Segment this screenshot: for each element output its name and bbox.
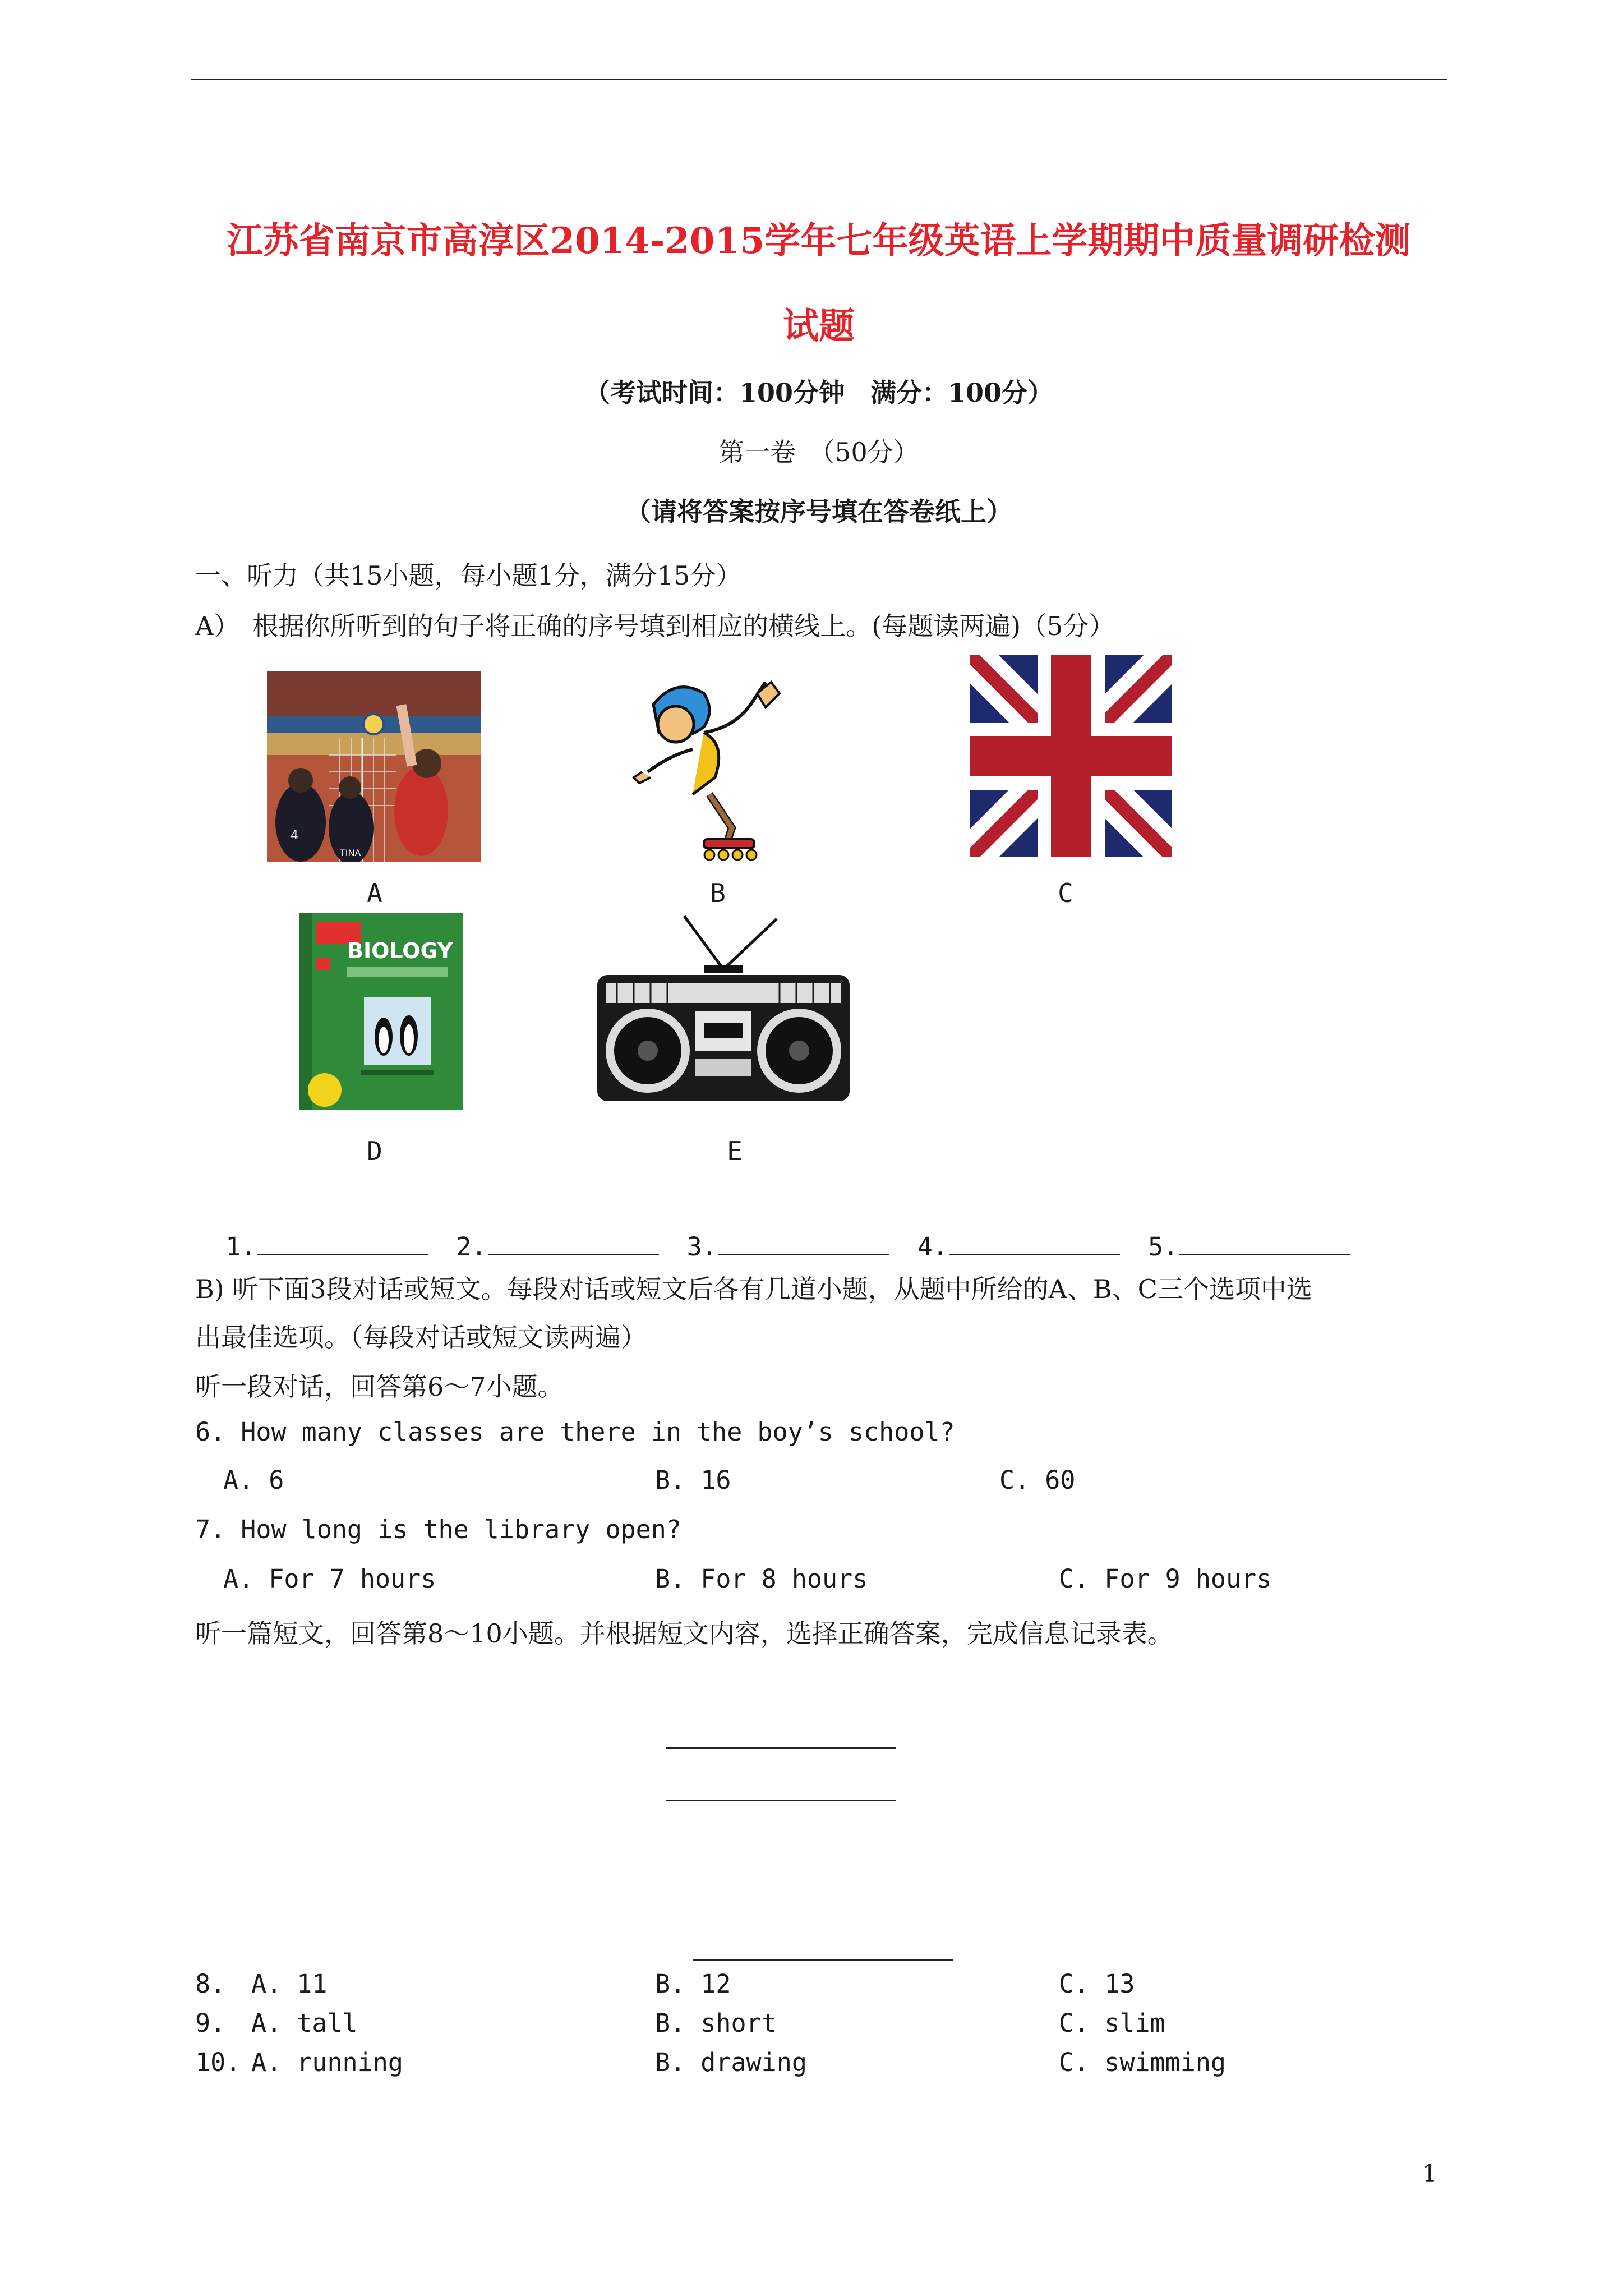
blank-label-2: 2. xyxy=(456,1232,487,1262)
picture-label-c: C xyxy=(1058,878,1073,908)
q6-option-a[interactable]: A. 6 xyxy=(223,1465,284,1495)
part-a-instruction: A） 根据你所听到的句子将正确的序号填到相应的横线上。(每题读两遍)（5分） xyxy=(195,611,1115,641)
picture-label-e: E xyxy=(727,1136,743,1166)
page-title-line2: 试题 xyxy=(783,305,855,347)
q7-option-a[interactable]: A. For 7 hours xyxy=(223,1564,436,1594)
picture-label-a: A xyxy=(367,878,382,908)
blank-label-3: 3. xyxy=(686,1232,717,1262)
question-7-stem: 7. How long is the library open? xyxy=(195,1515,681,1544)
union-jack-flag xyxy=(970,655,1172,857)
svg-text:4: 4 xyxy=(291,829,298,843)
q8-option-c[interactable]: C. 13 xyxy=(1059,1969,1135,1999)
answer-blank-3[interactable] xyxy=(718,1231,889,1255)
answer-blank-5[interactable] xyxy=(1179,1231,1350,1255)
part-heading: 第一卷 （50分） xyxy=(718,437,919,467)
record-table-line-2 xyxy=(666,1800,896,1801)
roller-skater-cartoon xyxy=(620,671,805,862)
radio-cassette-player xyxy=(594,913,852,1104)
page-number: 1 xyxy=(1422,2160,1437,2187)
volleyball-photo xyxy=(267,671,481,862)
q7-option-c[interactable]: C. For 9 hours xyxy=(1059,1564,1272,1594)
blank-label-1: 1. xyxy=(225,1232,256,1262)
section-heading: 一、听力（共15小题，每小题1分，满分15分） xyxy=(195,560,742,591)
picture-label-b: B xyxy=(710,878,726,908)
q9-option-b[interactable]: B. short xyxy=(655,2008,777,2038)
page-title-line1: 江苏省南京市高淳区2014-2015学年七年级英语上学期期中质量调研检测 xyxy=(227,220,1411,262)
q8-number: 8. xyxy=(195,1969,226,1999)
answer-blank-2[interactable] xyxy=(488,1231,659,1255)
q8-option-b[interactable]: B. 12 xyxy=(655,1969,731,1999)
svg-text:TINA: TINA xyxy=(340,848,361,858)
record-table-line-3 xyxy=(693,1959,953,1961)
blank-label-5: 5. xyxy=(1147,1232,1179,1262)
q7-option-b[interactable]: B. For 8 hours xyxy=(655,1564,868,1594)
instruction: （请将答案按序号填在答卷纸上） xyxy=(625,496,1012,527)
answer-blank-4[interactable] xyxy=(949,1231,1120,1255)
part-b-instruction-line2: 出最佳选项。（每段对话或短文读两遍） xyxy=(195,1322,647,1352)
q10-number: 10. xyxy=(195,2047,241,2077)
q10-option-c[interactable]: C. swimming xyxy=(1059,2047,1227,2077)
q6-option-c[interactable]: C. 60 xyxy=(999,1465,1076,1495)
answer-blank-1[interactable] xyxy=(257,1231,428,1255)
question-6-stem: 6. How many classes are there in the boy’s school? xyxy=(195,1417,955,1447)
record-table-line-1 xyxy=(666,1747,896,1749)
q10-option-b[interactable]: B. drawing xyxy=(655,2047,807,2077)
biology-book xyxy=(299,913,463,1110)
q9-number: 9. xyxy=(195,2008,226,2038)
q10-option-a[interactable]: A. running xyxy=(251,2047,403,2077)
dialogue-intro: 听一段对话，回答第6～7小题。 xyxy=(195,1372,564,1402)
passage-intro: 听一篇短文，回答第8～10小题。并根据短文内容，选择正确答案，完成信息记录表。 xyxy=(195,1618,1173,1649)
q8-option-a[interactable]: A. 11 xyxy=(251,1969,328,1999)
blank-label-4: 4. xyxy=(917,1232,948,1262)
answer-blanks-row xyxy=(195,1202,1350,1262)
top-rule xyxy=(191,79,1447,80)
exam-info: （考试时间：100分钟 满分：100分） xyxy=(584,378,1054,408)
q9-option-c[interactable]: C. slim xyxy=(1059,2008,1165,2038)
q6-option-b[interactable]: B. 16 xyxy=(655,1465,731,1495)
part-b-instruction-line1: B) 听下面3段对话或短文。每段对话或短文后各有几道小题，从题中所给的A、B、C三个选项中选 xyxy=(195,1274,1312,1304)
picture-label-d: D xyxy=(367,1136,382,1166)
q9-option-a[interactable]: A. tall xyxy=(251,2008,358,2038)
book-title: BIOLOGY xyxy=(347,938,453,963)
